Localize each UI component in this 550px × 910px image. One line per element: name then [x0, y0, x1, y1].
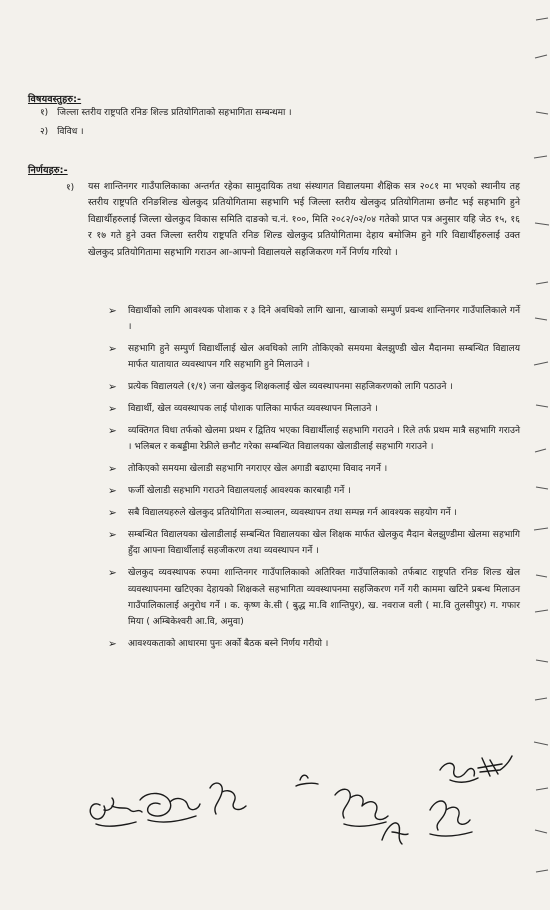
- decision-bullet-list: [108, 303, 520, 658]
- list-item: ➢ विद्यार्थीको लागि आवश्यक पोशाक र ३ दिने अवधिको लागि खाना, खाजाको सम्पुर्ण प्रवन्ध शान्तिनगर गाउँपालिकाले गर्ने ।: [108, 305, 520, 333]
- subjects-heading: विषयवस्तुहरु:-: [28, 94, 82, 105]
- right-arrow-bullet-icon: ➢: [108, 529, 117, 542]
- list-item: ➢ सहभागि हुने सम्पुर्ण विद्यार्थीलाई खेल अवधिको लागि तोकिएको समयमा बेलझुण्डी खेल मैदानमा सम्बन्धित विद्यालय मार्फत यातायात व्यवस्थापन गरि सहभागि हुने मिलाउने ।: [108, 343, 520, 371]
- right-arrow-bullet-icon: ➢: [108, 425, 117, 438]
- signature-8: [478, 756, 512, 776]
- list-item: ➢ आवश्यकताको आधारमा पुनः अर्को बैठक बस्ने निर्णय गरीयो ।: [108, 637, 329, 650]
- list-item: ➢ सबै विद्यालयहरुले खेलकुद प्रतियोगिता सञ्चालन, व्यवस्थापन तथा सम्पन्न गर्न आवश्यक सहयोग गर्ने ।: [108, 507, 457, 520]
- signature-9: [296, 775, 318, 786]
- signature-7: [440, 763, 478, 782]
- signature-6: [430, 801, 472, 836]
- right-arrow-bullet-icon: ➢: [108, 305, 117, 317]
- signature-5: [382, 823, 408, 844]
- right-arrow-bullet-icon: ➢: [108, 567, 117, 580]
- decision-1-text: यस शान्तिनगर गाउँपालिकाका अन्तर्गत रहेका सामुदायिक तथा संस्थागत विद्यालयमा शैक्षिक सत्र २०८१ मा भएको स्थानीय तह स्तरीय राष्ट्रपति रनिङशिल्ड खेलकुद प्रतियोगितामा सहभागि भई जिल्ला स्तरीय खेलकुद प्रतियोगितामा छनौट भई सहभागि हुने विद्यार्थीहरुलाई जिल्ला खेलकुद विकास समिति दाङको च.नं. १००, मिति २०८२/०२/०४ गतेको प्राप्त पत्र अनुसार यहि जेठ १५, १६ र १७ गते हुने उक्त जिल्ला स्तरीय राष्ट्रपति रनिङ शिल्ड खेलकुद प्रतियोगितामा देहाय बमोजिम हुने गरि विद्यार्थीहरुलाई उक्त खेलकुद प्रतियोगितामा सहभागि गराउन आ-आफ्नो विद्यालयले सहजिकरण गर्ने निर्णय गरियो ।: [88, 181, 520, 258]
- right-arrow-bullet-icon: ➢: [108, 463, 117, 476]
- right-arrow-bullet-icon: ➢: [108, 381, 117, 394]
- subject-item-1-text: जिल्ला स्तरीय राष्ट्रपति रनिङ शिल्ड प्रतियोगिताको सहभागिता सम्बन्धमा ।: [57, 108, 292, 118]
- list-item: ➢ सम्बन्धित विद्यालयका खेलाडीलाई सम्बन्धित विद्यालयका खेल शिक्षक मार्फत खेलकुद मैदान बेलझुण्डीमा खेलमा सहभागि हुँदा आफ्ना विद्यार्थीलाई सहजीकरण तथा व्यवस्थापन गर्ने ।: [108, 529, 520, 557]
- list-item: ➢ व्यक्तिगत विधा तर्फको खेलमा प्रथम र द्वितिय भएका विद्यार्थीलाई सहभागि गराउने । रिले तर्फ प्रथम मात्रै सहभागि गराउने । भलिबल र कबड्डीमा रेफ्रीले छनौट गरेका सम्बन्धित विद्यालयका खेलाडीलाई सहभागि गराउने ।: [108, 425, 520, 453]
- right-arrow-bullet-icon: ➢: [108, 343, 117, 356]
- list-item: ➢ खेलकुद व्यवस्थापक रुपमा शान्तिनगर गाउँपालिकाको अतिरिक्त गाउँपालिकाको तर्फबाट राष्ट्रपति रनिङ शिल्ड खेल व्यवस्थापनमा खटिएका देहायको शिक्षकले सहभागिता व्यवस्थापनमा सहजिकरण गर्ने गरी काममा खटिने प्रबन्ध मिलाउन गाउँपालिकालाई अनुरोध गर्ने । क. कृष्ण के.सी ( बुद्ध मा.वि शान्तिपुर), ख. नवराज वली ( मा.वि तुलसीपुर) ग. गफार मिया ( अम्बिकेश्वरी आ.वि, अमुवा): [108, 567, 520, 628]
- signature-3: [210, 783, 246, 814]
- list-item: ➢ प्रत्येक विद्यालयले (१/१) जना खेलकुद शिक्षकलाई खेल व्यवस्थापनमा सहजिकरणको लागि पठाउने ।: [108, 381, 453, 394]
- list-item: ➢ फर्जी खेलाडी सहभागि गराउने विद्यालयलाई आवश्यक कारबाही गर्ने ।: [108, 485, 351, 498]
- subject-item-1-number: १): [40, 108, 49, 118]
- decisions-heading: निर्णयहरु:-: [28, 165, 68, 176]
- signature-1: [90, 798, 142, 826]
- subject-item-2-text: विविध ।: [57, 127, 84, 137]
- list-item: ➢ तोकिएको समयमा खेलाडी सहभागि नगराएर खेल अगाडी बढाएमा विवाद नगर्ने ।: [108, 463, 388, 476]
- subject-item-1: [40, 107, 292, 120]
- right-arrow-bullet-icon: ➢: [108, 637, 117, 650]
- subject-item-2: [40, 126, 84, 139]
- decision-1-number: १): [66, 183, 75, 193]
- signatures-area: [0, 740, 550, 910]
- right-arrow-bullet-icon: ➢: [108, 485, 117, 498]
- signature-2: [140, 793, 200, 822]
- subject-item-2-number: २): [40, 127, 49, 137]
- list-item: ➢ विद्यार्थी, खेल व्यवस्थापक लाई पोशाक पालिका मार्फत व्यवस्थापन मिलाउने ।: [108, 403, 378, 416]
- right-arrow-bullet-icon: ➢: [108, 403, 117, 416]
- signature-4: [335, 789, 388, 826]
- right-arrow-bullet-icon: ➢: [108, 507, 117, 520]
